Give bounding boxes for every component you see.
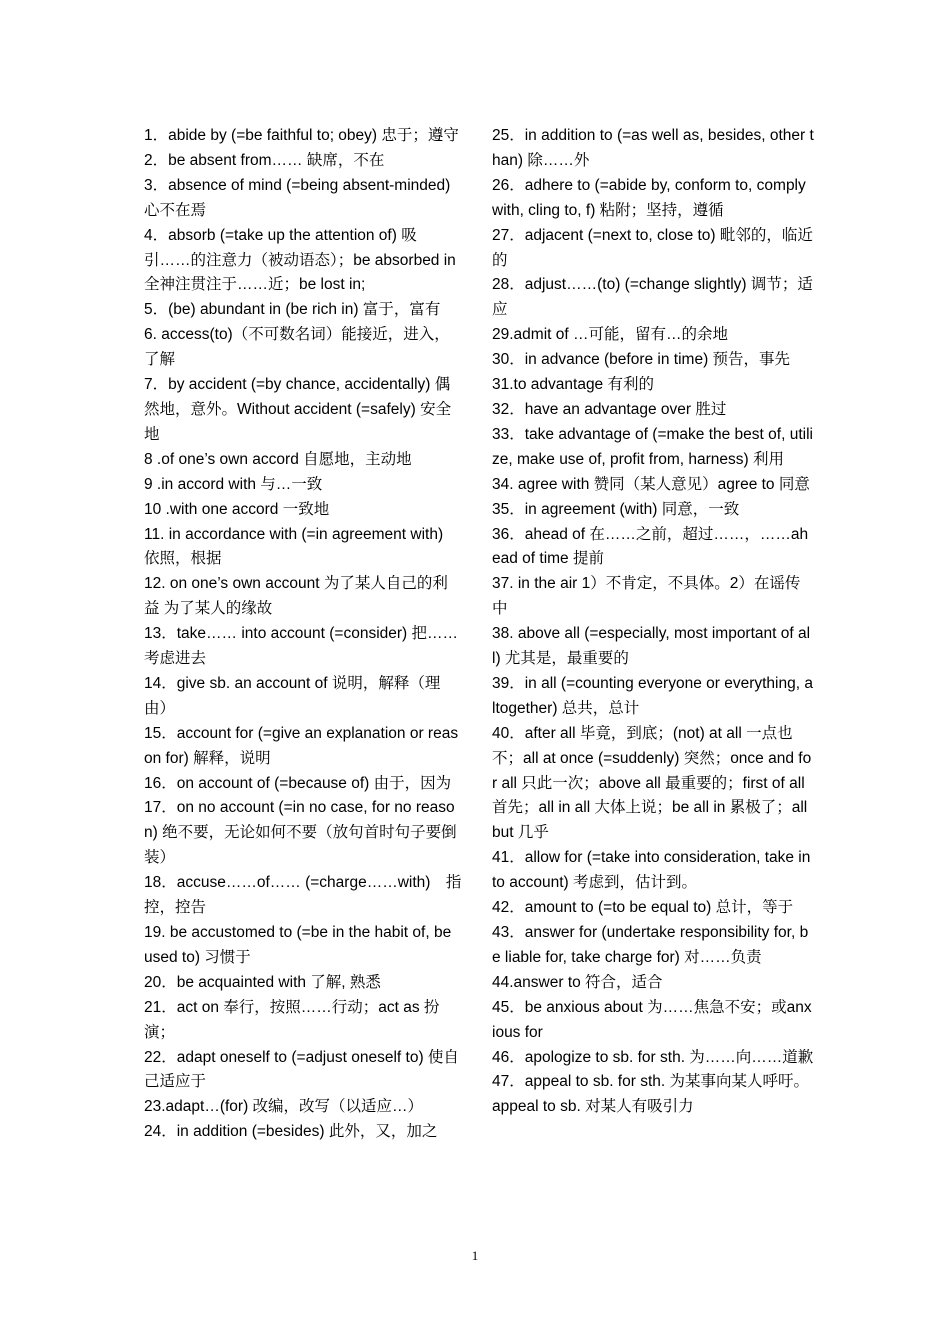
vocab-entry: 26．adhere to (=abide by, conform to, comply with, cling to, f) 粘附；坚持，遵循 (492, 176, 806, 219)
vocab-entry: 3．absence of mind (=being absent-minded) 心不在焉 (144, 176, 451, 219)
vocab-entry: 29.admit of …可能，留有…的余地 (492, 326, 728, 344)
vocab-entry: 35．in agreement (with) 同意，一致 (492, 500, 740, 518)
vocab-entry: 16．on account of (=because of) 由于，因为 (144, 774, 452, 792)
vocab-entry: 12. on one’s own account 为了某人自己的利益 为了某人的缘故 (144, 575, 448, 618)
vocab-entry: 45．be anxious about 为……焦急不安；或anxious for (492, 998, 812, 1041)
vocab-entry: 40．after all 毕竟，到底；(not) at all 一点也不；all at once (=suddenly) 突然；once and for all 只此一次；above all 最重要的；first of all 首先；all in all 大体上说；be all in 累极了；all but 几乎 (492, 724, 812, 842)
vocab-entry: 32．have an advantage over 胜过 (492, 400, 727, 418)
right-column (492, 124, 814, 1120)
vocab-entry: 20．be acquainted with 了解, 熟悉 (144, 973, 381, 991)
vocab-entry: 28．adjust……(to) (=change slightly) 调节；适应 (492, 276, 813, 319)
page-number: 1 (471, 1248, 479, 1263)
vocab-entry: 19. be accustomed to (=be in the habit of, be used to) 习惯于 (144, 924, 452, 966)
vocab-entry: 17．on no account (=in no case, for no reason) 绝不要，无论如何不要（放句首时句子要倒装） (144, 799, 457, 867)
vocab-entry: 39．in all (=counting everyone or everything, altogether) 总共，总计 (492, 674, 813, 717)
vocab-entry: 33．take advantage of (=make the best of, utilize, make use of, profit from, harness) 利用 (492, 425, 813, 468)
vocab-entry: 1．abide by (=be faithful to; obey) 忠于；遵守 (144, 127, 459, 144)
vocab-entry: 25．in addition to (=as well as, besides, other than) 除……外 (492, 127, 814, 169)
vocab-entry: 47．appeal to sb. for sth. 为某事向某人呼吁。appeal to sb. 对某人有吸引力 (492, 1073, 809, 1116)
vocab-entry: 46．apologize to sb. for sth. 为……向……道歉 (492, 1048, 814, 1066)
vocab-entry: 8 .of one’s own accord 自愿地，主动地 (144, 450, 412, 468)
vocab-entry: 14．give sb. an account of 说明，解释（理由） (144, 674, 441, 717)
vocab-entry: 42．amount to (=to be equal to) 总计，等于 (492, 899, 794, 917)
vocab-entry: 22．adapt oneself to (=adjust oneself to) 使自己适应于 (144, 1048, 459, 1091)
vocab-entry: 7．by accident (=by chance, accidentally) 偶然地，意外。Without accident (=safely) 安全地 (144, 376, 452, 443)
vocab-entry: 11. in accordance with (=in agreement with) 依照，根据 (144, 525, 444, 568)
vocab-entry: 6. access(to)（不可数名词）能接近，进入，了解 (144, 326, 450, 369)
vocab-entry: 30．in advance (before in time) 预告，事先 (492, 351, 791, 369)
vocab-entry: 13．take…… into account (=consider) 把……考虑进去 (144, 625, 459, 668)
vocab-entry: 9 .in accord with 与…一致 (144, 475, 323, 493)
vocab-entry: 27．adjacent (=next to, close to) 毗邻的，临近的 (492, 226, 813, 269)
vocab-entry: 5．(be) abundant in (be rich in) 富于，富有 (144, 301, 441, 319)
left-column (144, 124, 462, 1145)
vocab-entry: 10 .with one accord 一致地 (144, 500, 330, 518)
vocab-entry: 21．act on 奉行，按照……行动；act as 扮演； (144, 998, 440, 1041)
vocab-entry: 31.to advantage 有利的 (492, 376, 654, 394)
vocab-entry: 36．ahead of 在……之前，超过……，……ahead of time 提前 (492, 525, 809, 568)
vocab-entry: 2．be absent from…… 缺席，不在 (144, 151, 385, 169)
vocab-entry: 18．accuse……of…… (=charge……with) 指控，控告 (144, 874, 462, 917)
vocab-entry: 38. above all (=especially, most important of all) 尤其是，最重要的 (492, 625, 811, 668)
vocab-entry: 44.answer to 符合，适合 (492, 973, 663, 991)
vocab-entry: 4．absorb (=take up the attention of) 吸引……的注意力（被动语态）；be absorbed in 全神注贯注于……近；be lost in; (144, 226, 456, 294)
vocab-entry: 37. in the air 1）不肯定，不具体。2）在谣传中 (492, 575, 801, 618)
vocab-entry: 34. agree with 赞同（某人意见）agree to 同意 (492, 475, 810, 493)
vocab-entry: 15．account for (=give an explanation or reason for) 解释，说明 (144, 724, 459, 767)
vocab-entry: 23.adapt…(for) 改编，改写（以适应…） (144, 1098, 424, 1116)
vocab-entry: 41．allow for (=take into consideration, take into account) 考虑到，估计到。 (492, 849, 811, 892)
vocab-entry: 24．in addition (=besides) 此外，又，加之 (144, 1123, 438, 1141)
vocab-entry: 43．answer for (undertake responsibility for, be liable for, take charge for) 对……负责 (492, 924, 809, 966)
